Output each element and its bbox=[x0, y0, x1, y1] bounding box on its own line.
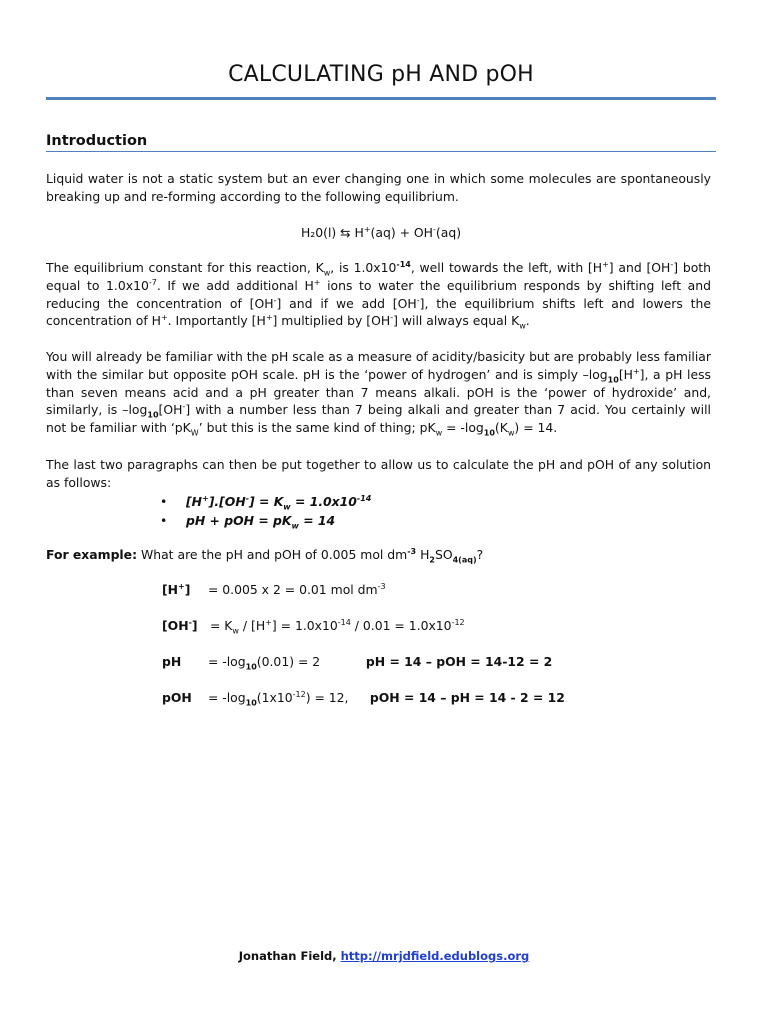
section-heading: Introduction bbox=[46, 133, 148, 149]
calc-ph: pH = $-\log_{10}(0.01) = 2$ pH = 14 – pOH = 14-12 = 2 bbox=[162, 654, 553, 672]
bullet-icon: • bbox=[160, 513, 168, 528]
title-underline bbox=[46, 97, 716, 100]
list-item: • $[H^+].[OH^-] = K_w = 1.0x10^{-14}$ bbox=[160, 493, 372, 512]
paragraph-equilibrium-constant: The equilibrium constant for this reaction, $K_w$, is $1.0x10^{-14}$, well towards the left, with [H+] and [OH-] both equal to $1.0x10^{-7}$. If we add additional H+ ions to water the equilibrium responds by shifting left and reducing the concentration of [OH-] and if we add [OH-], the equilibrium shifts left and lowers the concentration of H+. Importantly [H+] multiplied by [OH-] will always equal $K_w$. bbox=[46, 259, 711, 331]
calc-poh: pOH = $-\log_{10}(1x10^{-12}) = 12$, pOH = 14 – pH = 14 - 2 = 12 bbox=[162, 689, 565, 708]
calc-oh-concentration: $[OH^-] = K_w / [H^+] = 1.0x10^{-14} / 0.01 = 1.0x10^{-12}$ bbox=[162, 617, 465, 636]
list-item: • pH + pOH = $pK_w = 14$ bbox=[160, 513, 336, 531]
paragraph-summary: The last two paragraphs can then be put together to allow us to calculate the pH and pOH of any solution as follows: bbox=[46, 457, 711, 490]
paragraph-ph-scale: You will already be familiar with the pH scale as a measure of acidity/basicity but are probably less familiar with the similar but opposite pOH scale. pH is the ‘power of hydrogen’ and is simply $-\log_{10}[H^+]$, a pH less than seven means acid and a pH greater than 7 means alkali. pOH is the ‘power of hydroxide’ and, similarly, is $-\log_{10}[OH^-]$ with a number less than 7 being alkali and greater than 7 acid. You certainly will not be familiar with ‘$pK_W$’ but this is the same kind of thing; $pK_w = -\log_{10}(K_w) = 14$. bbox=[46, 349, 712, 438]
page-title: CALCULATING pH AND pOH bbox=[228, 62, 534, 87]
formula-list bbox=[160, 492, 371, 530]
heading-underline bbox=[46, 151, 716, 152]
example-question: For example: What are the pH and pOH of 0.005 mol $dm^{-3}$ $H_2SO_{4(aq)}$? bbox=[46, 546, 484, 565]
blog-link[interactable]: http://mrjdfield.edublogs.org bbox=[340, 949, 530, 963]
bullet-icon: • bbox=[160, 494, 168, 509]
author-name: Jonathan Field, bbox=[238, 949, 341, 963]
calc-h-concentration: [H+] = 0.005 x 2 = 0.01 mol $dm^{-3}$ bbox=[162, 581, 386, 597]
page-footer bbox=[0, 949, 768, 963]
equilibrium-equation: H₂0(l) ⇆ H+(aq) + OH-(aq) bbox=[300, 224, 462, 240]
paragraph-intro: Liquid water is not a static system but an ever changing one in which some molecules are spontaneously breaking up and re-forming according to the following equilibrium. bbox=[46, 171, 711, 204]
